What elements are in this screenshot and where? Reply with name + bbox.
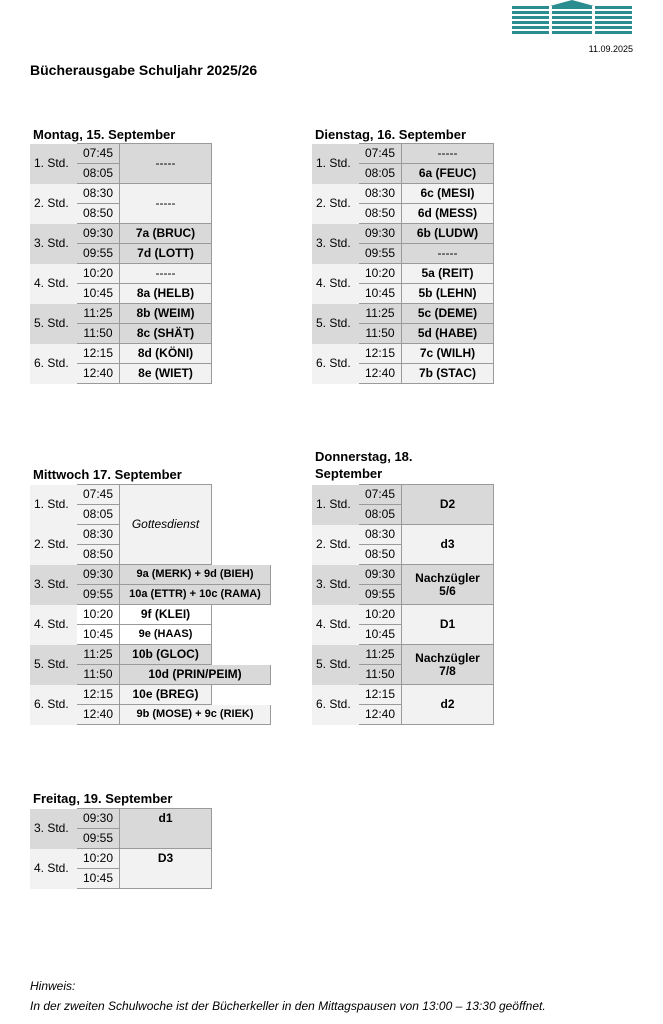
class-cell: 6b (LUDW) (402, 224, 494, 244)
period-label: 2. Std. (312, 184, 359, 224)
time-cell: 11:25 (359, 304, 402, 324)
period-label: 3. Std. (30, 224, 77, 264)
period-label: 3. Std. (312, 224, 359, 264)
time-cell: 08:05 (77, 505, 120, 525)
time-cell: 08:50 (359, 204, 402, 224)
period-label: 6. Std. (312, 344, 359, 384)
schedule-tuesday (311, 143, 494, 384)
table-row (30, 344, 212, 364)
table-row (30, 184, 212, 204)
table-row (30, 565, 271, 585)
table-row (30, 645, 271, 665)
time-cell: 09:55 (359, 244, 402, 264)
note-label: Hinweis: (30, 979, 76, 993)
class-cell: 5a (REIT) (402, 264, 494, 284)
period-label: 1. Std. (30, 485, 77, 525)
time-cell: 10:45 (77, 625, 120, 645)
class-cell: 8c (SHÄT) (120, 324, 212, 344)
class-cell (402, 645, 494, 685)
period-label: 6. Std. (30, 344, 77, 384)
time-cell: 12:15 (77, 685, 120, 705)
class-cell: ----- (120, 184, 212, 224)
period-label: 1. Std. (30, 144, 77, 184)
time-cell: 10:45 (77, 869, 120, 889)
note (30, 976, 546, 1016)
class-cell-line: Nachzügler (415, 570, 480, 585)
table-row (30, 224, 212, 244)
day-title-tuesday: Dienstag, 16. September (315, 127, 466, 142)
time-cell: 09:30 (77, 224, 120, 244)
table-row (312, 525, 494, 545)
time-cell: 10:20 (77, 849, 120, 869)
table-row (30, 264, 212, 284)
class-cell: D2 (402, 485, 494, 525)
class-cell: 5b (LEHN) (402, 284, 494, 304)
table-row (30, 849, 212, 869)
class-cell: 10b (GLOC) (120, 645, 212, 665)
school-building-logo-icon (512, 0, 632, 40)
period-label: 1. Std. (312, 485, 359, 525)
class-cell: 7d (LOTT) (120, 244, 212, 264)
table-row (312, 144, 494, 164)
period-label: 3. Std. (30, 565, 77, 605)
class-cell: 6a (FEUC) (402, 164, 494, 184)
period-label: 5. Std. (312, 645, 359, 685)
class-cell: d1 (120, 809, 212, 849)
schedule-thursday (311, 484, 494, 725)
class-cell: 8e (WIET) (120, 364, 212, 384)
time-cell: 08:30 (77, 184, 120, 204)
class-cell: 8a (HELB) (120, 284, 212, 304)
class-cell: 9e (HAAS) (120, 625, 212, 645)
table-row (312, 224, 494, 244)
time-cell: 08:50 (77, 204, 120, 224)
time-cell: 09:55 (359, 585, 402, 605)
day-title-thursday (315, 448, 413, 482)
table-row (30, 809, 212, 829)
class-cell-line: Nachzügler (415, 650, 480, 665)
table-row (312, 565, 494, 585)
time-cell: 12:40 (359, 364, 402, 384)
time-cell: 09:30 (359, 565, 402, 585)
time-cell: 10:45 (77, 284, 120, 304)
class-cell: 5c (DEME) (402, 304, 494, 324)
class-cell: 9f (KLEI) (120, 605, 212, 625)
document-date: 11.09.2025 (588, 44, 633, 54)
day-title-line: Donnerstag, 18. (315, 449, 413, 464)
class-cell: 5d (HABE) (402, 324, 494, 344)
day-title-line: September (315, 466, 383, 481)
class-cell: 9b (MOSE) + 9c (RIEK) (120, 705, 271, 725)
time-cell: 11:50 (359, 665, 402, 685)
period-label: 4. Std. (30, 605, 77, 645)
time-cell: 12:40 (77, 705, 120, 725)
class-cell: 10e (BREG) (120, 685, 212, 705)
class-cell: 8d (KÖNI) (120, 344, 212, 364)
class-cell: D1 (402, 605, 494, 645)
time-cell: 10:20 (77, 264, 120, 284)
schedule-friday (29, 808, 212, 889)
table-row (312, 685, 494, 705)
schedule-monday (29, 143, 212, 384)
period-label: 2. Std. (30, 184, 77, 224)
time-cell: 10:20 (77, 605, 120, 625)
time-cell: 11:50 (77, 665, 120, 685)
table-row (30, 144, 212, 164)
period-label: 4. Std. (312, 264, 359, 304)
class-cell: d2 (402, 685, 494, 725)
class-cell: 10a (ETTR) + 10c (RAMA) (120, 585, 271, 605)
time-cell: 12:15 (77, 344, 120, 364)
time-cell: 08:05 (359, 505, 402, 525)
class-cell: ----- (402, 144, 494, 164)
time-cell: 07:45 (77, 144, 120, 164)
time-cell: 08:50 (359, 545, 402, 565)
time-cell: 08:30 (359, 525, 402, 545)
time-cell: 11:25 (359, 645, 402, 665)
time-cell: 11:50 (359, 324, 402, 344)
page-title: Bücherausgabe Schuljahr 2025/26 (30, 62, 258, 78)
time-cell: 12:15 (359, 344, 402, 364)
class-cell: ----- (120, 144, 212, 184)
table-row (312, 605, 494, 625)
period-label: 5. Std. (30, 304, 77, 344)
table-row (312, 304, 494, 324)
time-cell: 08:50 (77, 545, 120, 565)
day-title-wednesday: Mittwoch 17. September (33, 467, 182, 482)
gottesdienst-cell: Gottesdienst (120, 485, 212, 565)
day-title-monday: Montag, 15. September (33, 127, 176, 142)
time-cell: 11:50 (77, 324, 120, 344)
class-cell: ----- (120, 264, 212, 284)
class-cell-line: 7/8 (439, 663, 456, 678)
time-cell: 10:45 (359, 284, 402, 304)
time-cell: 12:15 (359, 685, 402, 705)
period-label: 1. Std. (312, 144, 359, 184)
class-cell: 7c (WILH) (402, 344, 494, 364)
time-cell: 10:20 (359, 264, 402, 284)
time-cell: 08:05 (77, 164, 120, 184)
class-cell: ----- (402, 244, 494, 264)
period-label: 4. Std. (30, 264, 77, 304)
period-label: 6. Std. (312, 685, 359, 725)
day-title-friday: Freitag, 19. September (33, 791, 173, 806)
period-label: 3. Std. (30, 809, 77, 849)
period-label: 2. Std. (30, 525, 77, 565)
period-label: 6. Std. (30, 685, 77, 725)
period-label: 5. Std. (30, 645, 77, 685)
period-label: 4. Std. (30, 849, 77, 889)
class-cell: 6c (MESI) (402, 184, 494, 204)
time-cell: 07:45 (77, 485, 120, 505)
time-cell: 09:30 (77, 809, 120, 829)
time-cell: 11:25 (77, 645, 120, 665)
time-cell: 12:40 (359, 705, 402, 725)
table-row (312, 645, 494, 665)
time-cell: 12:40 (77, 364, 120, 384)
time-cell: 10:45 (359, 625, 402, 645)
time-cell: 07:45 (359, 485, 402, 505)
time-cell: 09:30 (359, 224, 402, 244)
time-cell: 08:30 (359, 184, 402, 204)
class-cell: 6d (MESS) (402, 204, 494, 224)
class-cell-line: 5/6 (439, 583, 456, 598)
class-cell: d3 (402, 525, 494, 565)
period-label: 4. Std. (312, 605, 359, 645)
table-row (30, 685, 271, 705)
period-label: 5. Std. (312, 304, 359, 344)
time-cell: 09:55 (77, 585, 120, 605)
class-cell (402, 565, 494, 605)
time-cell: 09:30 (77, 565, 120, 585)
table-row (312, 264, 494, 284)
time-cell: 10:20 (359, 605, 402, 625)
time-cell: 09:55 (77, 244, 120, 264)
class-cell: 8b (WEIM) (120, 304, 212, 324)
time-cell: 08:05 (359, 164, 402, 184)
time-cell: 08:30 (77, 525, 120, 545)
class-cell: 7b (STAC) (402, 364, 494, 384)
class-cell: 7a (BRUC) (120, 224, 212, 244)
class-cell: 10d (PRIN/PEIM) (120, 665, 271, 685)
time-cell: 11:25 (77, 304, 120, 324)
table-row (312, 344, 494, 364)
table-row (30, 485, 271, 505)
period-label: 2. Std. (312, 525, 359, 565)
time-cell: 07:45 (359, 144, 402, 164)
table-row (30, 605, 271, 625)
class-cell: 9a (MERK) + 9d (BIEH) (120, 565, 271, 585)
table-row (30, 304, 212, 324)
class-cell: D3 (120, 849, 212, 889)
table-row (312, 184, 494, 204)
table-row (312, 485, 494, 505)
note-text: In der zweiten Schulwoche ist der Bücherkeller in den Mittagspausen von 13:00 – 13:30 geöffnet. (30, 999, 546, 1013)
period-label: 3. Std. (312, 565, 359, 605)
schedule-wednesday (29, 484, 271, 725)
time-cell: 09:55 (77, 829, 120, 849)
